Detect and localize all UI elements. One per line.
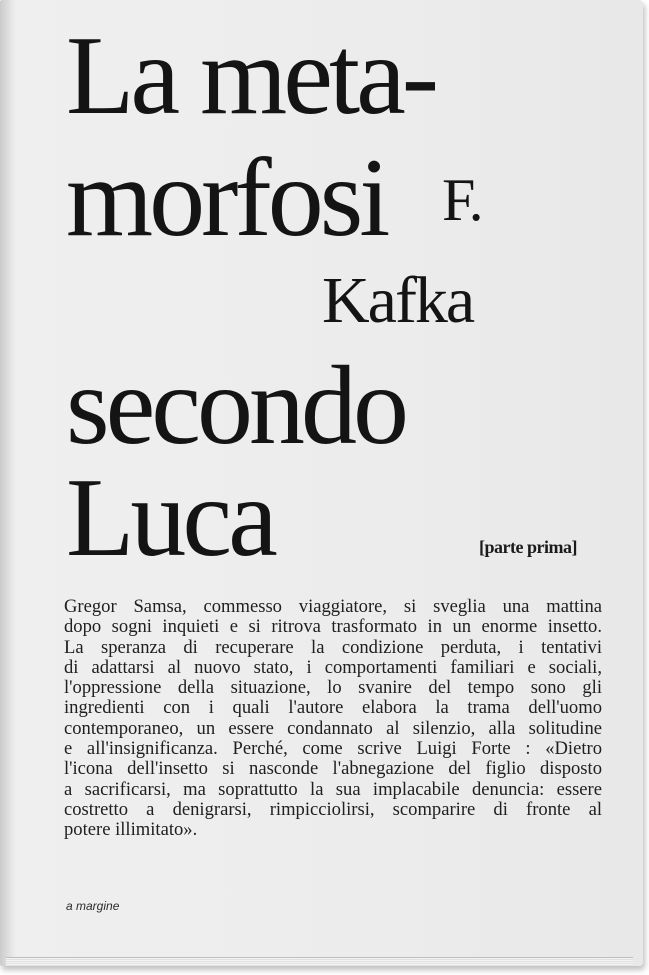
part-label: [parte prima] <box>479 537 577 557</box>
author-surname: Kafka <box>322 264 474 337</box>
blurb-line: La speranza di recuperare la condizione perduta, i tentativi <box>64 636 602 658</box>
blurb-line: Gregor Samsa, commesso viaggiatore, si sveglia una mattina <box>64 596 602 617</box>
blurb <box>64 597 602 841</box>
blurb-line: l'oppressione della situazione, lo svanire del tempo sono gli <box>64 677 602 699</box>
blurb-line: ingredienti con i quali l'autore elabora la trama dell'uomo <box>64 697 602 719</box>
blurb-line: costretto a denigrarsi, rimpicciolirsi, scomparire di fronte al <box>64 798 602 820</box>
spine-shadow <box>0 0 16 966</box>
page-edges <box>6 957 633 966</box>
blurb-line: contemporaneo, un essere condannato al silenzio, alla solitudine <box>64 717 602 739</box>
author-initial: F. <box>442 167 482 233</box>
title-line-4: Luca <box>66 456 274 580</box>
blurb-line: dopo sogni inquieti e si ritrova trasformato in un enorme insetto. <box>64 616 602 638</box>
blurb-line: l'icona dell'insetto si nasconde l'abnegazione del figlio disposto <box>64 758 602 780</box>
title-line-3: secondo <box>66 344 406 468</box>
title-line-1: La meta- <box>66 14 436 138</box>
blurb-line: potere illimitato». <box>64 819 198 841</box>
blurb-line: a sacrificarsi, ma soprattutto la sua implacabile denuncia: essere <box>64 778 602 800</box>
blurb-line: di adattarsi al nuovo stato, i comportamenti familiari e sociali, <box>64 656 602 678</box>
blurb-line: e all'insignificanza. Perché, come scrive Luigi Forte : «Dietro <box>64 738 602 760</box>
title-line-2: morfosi <box>66 136 387 260</box>
publisher-logo: a margine <box>66 899 120 913</box>
